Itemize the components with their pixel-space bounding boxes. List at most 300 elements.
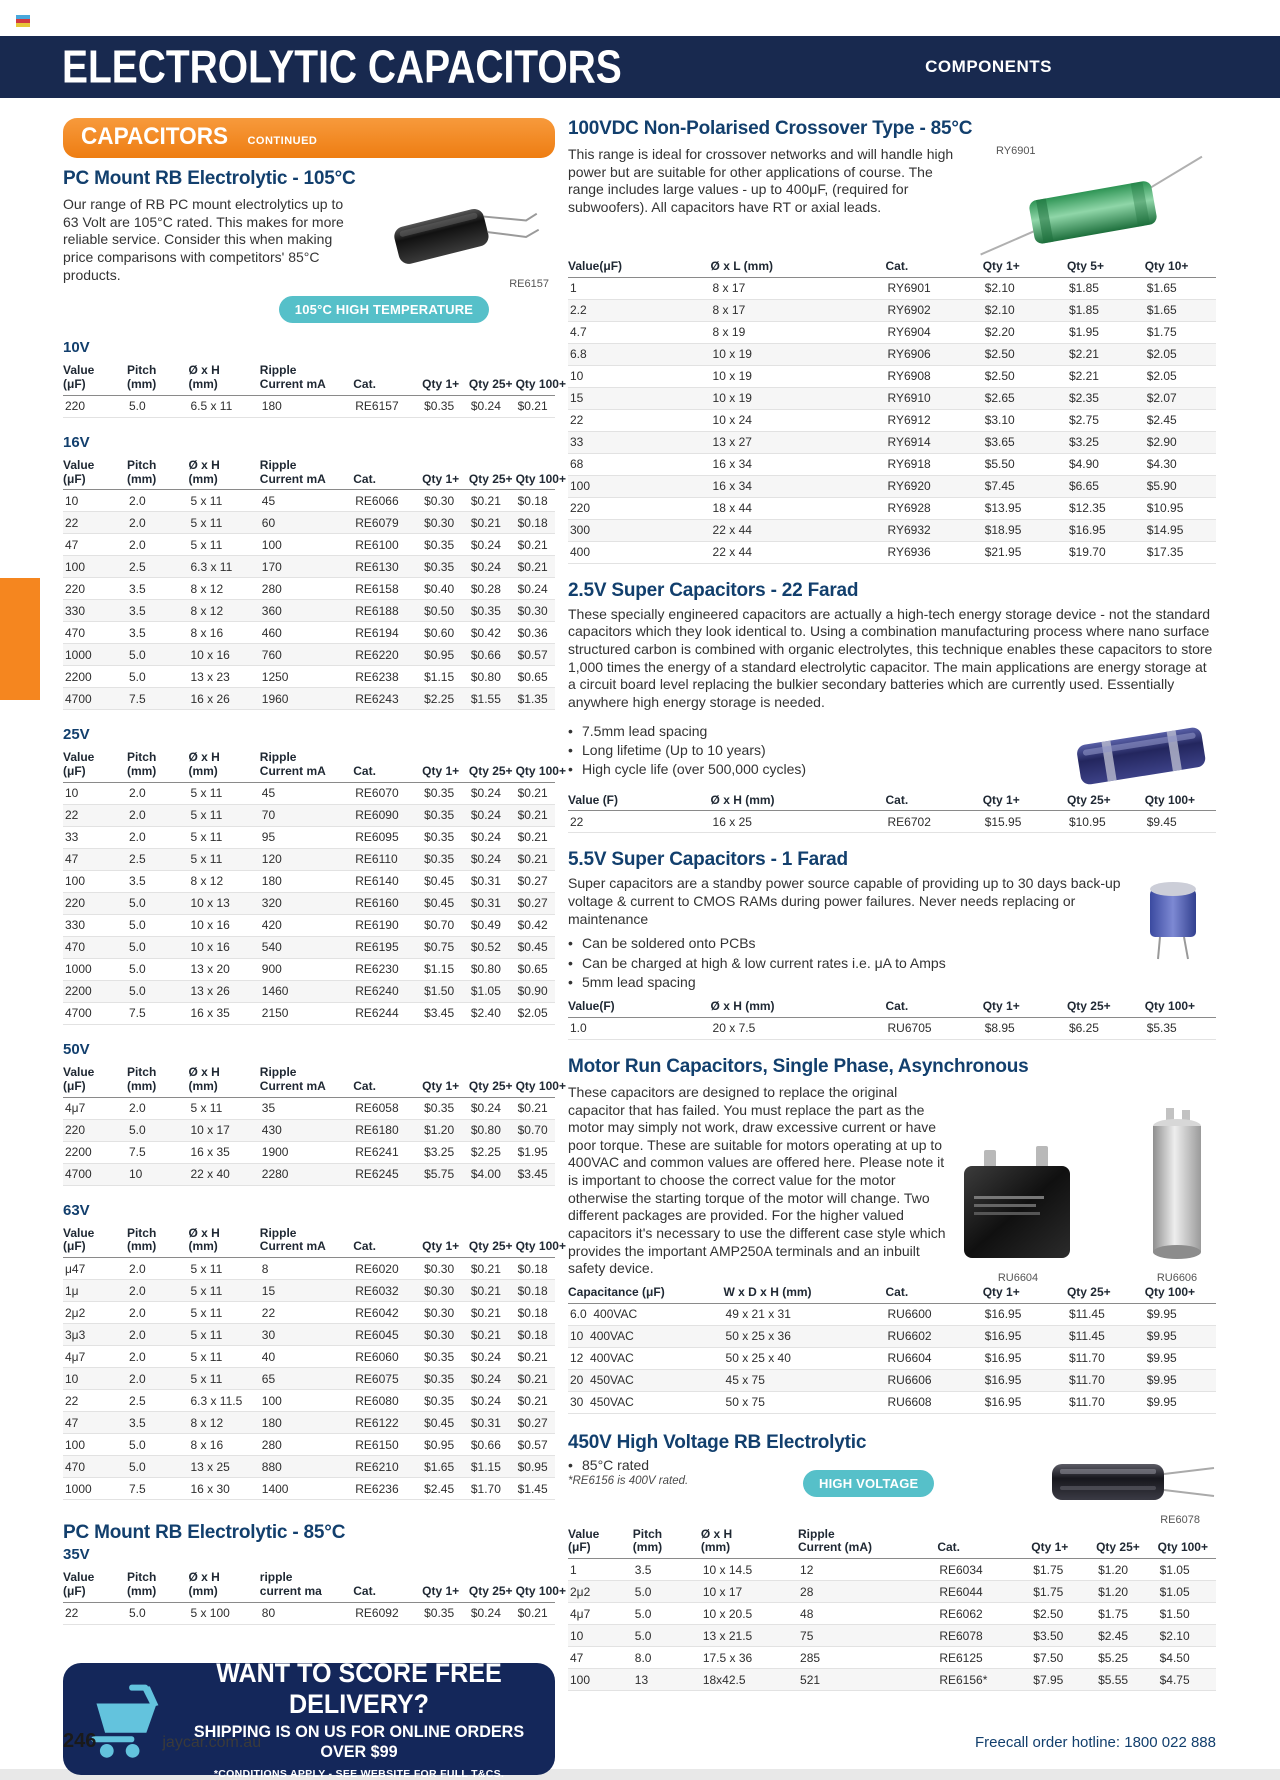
table-cell: 7.5 xyxy=(127,1141,189,1163)
table-cell: 33 xyxy=(568,431,711,453)
table-cell: 22 xyxy=(568,811,711,833)
column-header: Cat. xyxy=(353,1064,422,1097)
table-cell: 100 xyxy=(568,475,711,497)
table-cell: RE6244 xyxy=(353,1002,422,1024)
delivery-line1: WANT TO SCORE FREE DELIVERY? xyxy=(216,1657,502,1719)
print-registration-mark xyxy=(16,15,30,27)
table-row xyxy=(63,1412,555,1434)
table-cell: $16.95 xyxy=(983,1369,1067,1391)
table-cell: 3.5 xyxy=(127,578,189,600)
table-cell: 1000 xyxy=(63,958,127,980)
table-row xyxy=(63,826,555,848)
table-cell: 16 x 30 xyxy=(188,1478,259,1500)
column-header: Pitch (mm) xyxy=(127,362,189,395)
table-cell: $1.95 xyxy=(1067,321,1145,343)
table-row xyxy=(568,1303,1216,1325)
table-cell: RE6100 xyxy=(353,534,422,556)
table-cell: RY6910 xyxy=(886,387,983,409)
table-cell: 15 xyxy=(260,1280,353,1302)
table-cell: $0.31 xyxy=(469,1412,516,1434)
table-cell: $0.65 xyxy=(516,958,555,980)
table-row xyxy=(568,519,1216,541)
table-cell: $14.95 xyxy=(1145,519,1216,541)
supercap25-bullets xyxy=(568,722,1058,786)
table-cell: $11.70 xyxy=(1067,1369,1145,1391)
table-cell: 100 xyxy=(260,1390,353,1412)
table-cell: 50 x 25 x 40 xyxy=(724,1347,886,1369)
photo-caption: RY6901 xyxy=(996,145,1036,157)
table-cell: RE6078 xyxy=(937,1625,1031,1647)
table-cell: $0.50 xyxy=(422,600,469,622)
table-cell: 6.8 xyxy=(568,343,711,365)
table-cell: 100 xyxy=(260,534,353,556)
table-cell: 2150 xyxy=(260,1002,353,1024)
table-cell: RY6928 xyxy=(886,497,983,519)
column-header: Qty 25+ xyxy=(1067,1284,1145,1303)
table-row xyxy=(63,578,555,600)
table-cell: $1.70 xyxy=(469,1478,516,1500)
table-cell: $0.31 xyxy=(469,870,516,892)
table-cell: $0.18 xyxy=(516,490,555,512)
column-header: Qty 100+ xyxy=(1158,1526,1216,1559)
column-header: Qty 1+ xyxy=(983,258,1067,277)
table-cell: $16.95 xyxy=(983,1325,1067,1347)
table-row xyxy=(63,534,555,556)
column-header: Qty 100+ xyxy=(516,1569,555,1602)
table-cell: 2.0 xyxy=(127,1346,189,1368)
table-cell: 16 x 34 xyxy=(711,475,886,497)
table-cell: $2.21 xyxy=(1067,365,1145,387)
table-cell: $2.25 xyxy=(469,1141,516,1163)
column-header: Qty 25+ xyxy=(469,1064,516,1097)
table-cell: $1.50 xyxy=(422,980,469,1002)
table-row xyxy=(63,1456,555,1478)
column-header: Ø x H (mm) xyxy=(188,457,259,490)
pricing-table-50v xyxy=(63,1064,566,1186)
table-cell: 5 x 11 xyxy=(188,490,259,512)
table-cell: 47 xyxy=(63,534,127,556)
table-cell: 5.0 xyxy=(127,1434,189,1456)
pricing-table-25v xyxy=(63,749,566,1025)
table-cell: $0.24 xyxy=(469,395,516,417)
column-header: Cat. xyxy=(886,792,983,811)
table-cell: RE6156* xyxy=(937,1669,1031,1691)
table-cell: 420 xyxy=(260,914,353,936)
table-cell: 2.0 xyxy=(127,782,189,804)
column-header: Cat. xyxy=(353,457,422,490)
column-header: Qty 10+ xyxy=(1145,258,1216,277)
table-cell: 10 xyxy=(568,1625,633,1647)
table-cell: $0.35 xyxy=(422,1097,469,1119)
table-cell: RE6075 xyxy=(353,1368,422,1390)
column-header: Ø x H (mm) xyxy=(188,362,259,395)
table-cell: $7.95 xyxy=(1031,1669,1096,1691)
table-cell: $0.80 xyxy=(469,666,516,688)
table-cell: 7.5 xyxy=(127,1002,189,1024)
table-cell: RE6160 xyxy=(353,892,422,914)
table-cell: $0.90 xyxy=(516,980,555,1002)
crossover-body: This range is ideal for crossover networks and will handle high power but are suitable for other applications of course. The range includes large values - up to 400μF, (required for subwoofers). All capacitors have RT or axial leads. xyxy=(568,146,954,215)
table-cell: 10 x 19 xyxy=(711,343,886,365)
table-cell: 20 450VAC xyxy=(568,1369,724,1391)
table-cell: $0.35 xyxy=(422,826,469,848)
table-cell: $5.75 xyxy=(422,1163,469,1185)
bullet-item: • 5mm lead spacing xyxy=(568,973,1216,992)
table-cell: $0.80 xyxy=(469,1119,516,1141)
table-cell: $0.57 xyxy=(516,1434,555,1456)
table-cell: $2.50 xyxy=(983,365,1067,387)
table-cell: 2280 xyxy=(260,1163,353,1185)
table-cell: 10 x 16 xyxy=(188,936,259,958)
table-cell: $1.55 xyxy=(469,688,516,710)
table-cell: 2.0 xyxy=(127,1368,189,1390)
table-cell: RE6092 xyxy=(353,1602,422,1624)
table-cell: 3.5 xyxy=(127,600,189,622)
table-row xyxy=(63,1368,555,1390)
hv450-table xyxy=(568,1526,1216,1692)
table-cell: 180 xyxy=(260,870,353,892)
photo-caption: RE6078 xyxy=(1160,1513,1200,1526)
table-cell: 16 x 26 xyxy=(188,688,259,710)
table-cell: 2.5 xyxy=(127,1390,189,1412)
table-cell: $0.30 xyxy=(422,1324,469,1346)
table-cell: $1.50 xyxy=(1158,1603,1216,1625)
table-row xyxy=(63,666,555,688)
table-row xyxy=(63,958,555,980)
table-cell: $0.24 xyxy=(516,578,555,600)
table-cell: 22 xyxy=(63,804,127,826)
table-cell: 10 xyxy=(127,1163,189,1185)
table-cell: 6.0 400VAC xyxy=(568,1303,724,1325)
table-cell: 320 xyxy=(260,892,353,914)
page-title: ELECTROLYTIC CAPACITORS xyxy=(62,40,622,93)
table-cell: 4700 xyxy=(63,1163,127,1185)
table-cell: 2.0 xyxy=(127,1258,189,1280)
table-cell: $0.18 xyxy=(516,512,555,534)
table-cell: $0.70 xyxy=(516,1119,555,1141)
table-cell: 4700 xyxy=(63,1002,127,1024)
table-cell: $1.75 xyxy=(1031,1559,1096,1581)
table-cell: RE6238 xyxy=(353,666,422,688)
column-header: Qty 1+ xyxy=(983,1284,1067,1303)
photo-caption: RU6606 xyxy=(1156,1271,1198,1284)
table-cell: $5.55 xyxy=(1096,1669,1158,1691)
table-cell: 47 xyxy=(63,1412,127,1434)
table-cell: 285 xyxy=(798,1647,937,1669)
capacitor-photo-ry6901 xyxy=(974,157,1209,253)
pricing-table-63v xyxy=(63,1225,566,1501)
table-cell: RE6241 xyxy=(353,1141,422,1163)
table-cell: $0.66 xyxy=(469,644,516,666)
table-cell: 1250 xyxy=(260,666,353,688)
crossover-table xyxy=(568,258,1216,564)
table-cell: 22 x 44 xyxy=(711,541,886,563)
table-cell: $0.35 xyxy=(422,534,469,556)
table-row xyxy=(63,490,555,512)
table-cell: 22 xyxy=(63,1390,127,1412)
table-cell: $8.95 xyxy=(983,1017,1067,1039)
voltage-group-16v xyxy=(63,433,566,711)
table-cell: $0.30 xyxy=(422,490,469,512)
column-header: Capacitance (μF) xyxy=(568,1284,724,1303)
table-cell: 460 xyxy=(260,622,353,644)
table-cell: 5 x 11 xyxy=(188,1280,259,1302)
table-cell: 12 xyxy=(798,1559,937,1581)
table-cell: $2.65 xyxy=(983,387,1067,409)
table-cell: 4700 xyxy=(63,688,127,710)
delivery-text xyxy=(181,1658,537,1780)
table-row xyxy=(63,395,555,417)
table-cell: $0.21 xyxy=(469,490,516,512)
capacitors-continued-banner xyxy=(63,118,555,158)
table-cell: 13 x 25 xyxy=(188,1456,259,1478)
column-header: Cat. xyxy=(353,749,422,782)
table-cell: 280 xyxy=(260,1434,353,1456)
column-header: Cat. xyxy=(353,1569,422,1602)
table-cell: 8 x 12 xyxy=(188,600,259,622)
table-cell: $0.95 xyxy=(516,1456,555,1478)
table-cell: 8 x 12 xyxy=(188,578,259,600)
table-cell: $2.25 xyxy=(422,688,469,710)
table-cell: $2.50 xyxy=(983,343,1067,365)
table-row xyxy=(568,1347,1216,1369)
table-cell: $9.95 xyxy=(1145,1391,1216,1413)
table-cell: 2.2 xyxy=(568,299,711,321)
table-cell: $0.21 xyxy=(516,1602,555,1624)
column-header: Qty 1+ xyxy=(422,1064,469,1097)
table-cell: $10.95 xyxy=(1067,811,1145,833)
table-row xyxy=(63,1324,555,1346)
table-cell: $0.30 xyxy=(422,1280,469,1302)
table-row xyxy=(568,299,1216,321)
table-cell: 60 xyxy=(260,512,353,534)
table-cell: RE6070 xyxy=(353,782,422,804)
table-cell: 5.0 xyxy=(127,936,189,958)
table-cell: 4μ7 xyxy=(63,1097,127,1119)
table-cell: 1μ xyxy=(63,1280,127,1302)
pricing-table-10v xyxy=(63,362,566,418)
column-header: Ø x H (mm) xyxy=(188,749,259,782)
table-cell: 13 x 20 xyxy=(188,958,259,980)
table-cell: $0.21 xyxy=(516,556,555,578)
table-cell: RU6604 xyxy=(886,1347,983,1369)
table-row xyxy=(568,321,1216,343)
supercap25-features xyxy=(568,718,1216,792)
table-cell: RE6188 xyxy=(353,600,422,622)
capacitor-photo-ru6606 xyxy=(1138,1106,1216,1266)
table-row xyxy=(63,1434,555,1456)
table-cell: 65 xyxy=(260,1368,353,1390)
table-cell: $4.50 xyxy=(1158,1647,1216,1669)
table-cell: 3.5 xyxy=(127,1412,189,1434)
table-row xyxy=(63,644,555,666)
column-header: Qty 25+ xyxy=(469,362,516,395)
table-cell: $9.95 xyxy=(1145,1347,1216,1369)
table-row xyxy=(63,782,555,804)
motor-intro xyxy=(568,1082,1216,1284)
table-cell: 17.5 x 36 xyxy=(701,1647,798,1669)
table-cell: 3.5 xyxy=(127,870,189,892)
table-cell: $7.50 xyxy=(1031,1647,1096,1669)
table-cell: $1.75 xyxy=(1096,1603,1158,1625)
high-temperature-badge: 105°C HIGH TEMPERATURE xyxy=(279,296,489,323)
table-cell: $0.66 xyxy=(469,1434,516,1456)
table-cell: 330 xyxy=(63,600,127,622)
table-cell: $2.05 xyxy=(1145,365,1216,387)
table-cell: 5.0 xyxy=(633,1603,701,1625)
table-cell: $11.45 xyxy=(1067,1325,1145,1347)
table-cell: 2.0 xyxy=(127,826,189,848)
table-cell: 5 x 11 xyxy=(188,1302,259,1324)
table-row xyxy=(568,541,1216,563)
table-cell: RE6090 xyxy=(353,804,422,826)
capacitor-photo-ru6604 xyxy=(954,1144,1082,1266)
table-cell: 5 x 11 xyxy=(188,1097,259,1119)
order-hotline: Freecall order hotline: 1800 022 888 xyxy=(975,1734,1216,1751)
table-cell: $0.21 xyxy=(516,395,555,417)
table-cell: RE6066 xyxy=(353,490,422,512)
column-header: Ø x H (mm) xyxy=(701,1526,798,1559)
table-cell: $0.42 xyxy=(469,622,516,644)
column-header: Ripple Current (mA) xyxy=(798,1526,937,1559)
table-row xyxy=(568,409,1216,431)
table-cell: $16.95 xyxy=(983,1303,1067,1325)
page-header xyxy=(0,36,1280,98)
table-cell: RY6902 xyxy=(886,299,983,321)
table-cell: $18.95 xyxy=(983,519,1067,541)
delivery-conditions: *CONDITIONS APPLY - SEE WEBSITE FOR FULL T&CS. xyxy=(213,1767,505,1780)
table-cell: 100 xyxy=(63,870,127,892)
table-cell: RE6080 xyxy=(353,1390,422,1412)
table-cell: $9.95 xyxy=(1145,1369,1216,1391)
table-cell: 5 x 11 xyxy=(188,782,259,804)
motor-photo-unit-2 xyxy=(1138,1106,1216,1284)
table-cell: $0.57 xyxy=(516,644,555,666)
column-header: Value (μF) xyxy=(63,457,127,490)
table-row xyxy=(568,1603,1216,1625)
table-cell: $0.21 xyxy=(469,1324,516,1346)
table-cell: 45 xyxy=(260,490,353,512)
table-cell: $1.65 xyxy=(1145,277,1216,299)
table-row xyxy=(568,1581,1216,1603)
table-cell: RE6060 xyxy=(353,1346,422,1368)
table-cell: $0.28 xyxy=(469,578,516,600)
table-cell: $0.35 xyxy=(422,1602,469,1624)
table-cell: 1 xyxy=(568,277,711,299)
table-row xyxy=(63,1302,555,1324)
column-header: Ripple Current mA xyxy=(260,749,353,782)
table-cell: 13 xyxy=(633,1669,701,1691)
motor-photo-block xyxy=(954,1082,1216,1284)
table-cell: 2.0 xyxy=(127,512,189,534)
table-row xyxy=(568,1369,1216,1391)
table-cell: 5.0 xyxy=(127,1456,189,1478)
table-cell: RU6705 xyxy=(886,1017,983,1039)
table-row xyxy=(63,512,555,534)
table-cell: 13 x 26 xyxy=(188,980,259,1002)
table-row xyxy=(63,1390,555,1412)
table-cell: $2.05 xyxy=(516,1002,555,1024)
table-cell: $0.27 xyxy=(516,892,555,914)
table-cell: RE6230 xyxy=(353,958,422,980)
table-row xyxy=(63,1602,555,1624)
table-cell: $0.21 xyxy=(469,1280,516,1302)
table-cell: 430 xyxy=(260,1119,353,1141)
column-header: Ø x H (mm) xyxy=(711,998,886,1017)
table-row xyxy=(63,600,555,622)
table-cell: 2.0 xyxy=(127,490,189,512)
table-cell: 10 400VAC xyxy=(568,1325,724,1347)
table-cell: 10 x 14.5 xyxy=(701,1559,798,1581)
hv450-info-row xyxy=(568,1456,1216,1526)
table-cell: $9.95 xyxy=(1145,1325,1216,1347)
column-header: Qty 100+ xyxy=(516,457,555,490)
hv450-photo-block xyxy=(944,1456,1216,1526)
table-cell: $0.24 xyxy=(469,1346,516,1368)
table-cell: RE6058 xyxy=(353,1097,422,1119)
table-cell: 1400 xyxy=(260,1478,353,1500)
table-cell: $1.85 xyxy=(1067,277,1145,299)
table-cell: 2.5 xyxy=(127,848,189,870)
table-cell: $2.10 xyxy=(983,299,1067,321)
table-cell: $0.27 xyxy=(516,1412,555,1434)
table-cell: 2.5 xyxy=(127,556,189,578)
column-header: Qty 100+ xyxy=(1145,792,1216,811)
table-cell: 7.5 xyxy=(127,1478,189,1500)
pc105-heading: PC Mount RB Electrolytic - 105°C xyxy=(63,168,356,189)
table-cell: $2.90 xyxy=(1145,431,1216,453)
voltage-label: 25V xyxy=(63,726,90,744)
column-header: Qty 1+ xyxy=(422,1225,469,1258)
column-header: Qty 25+ xyxy=(1067,998,1145,1017)
table-cell: 220 xyxy=(63,395,127,417)
table-cell: 5.0 xyxy=(127,1602,189,1624)
column-header: Pitch (mm) xyxy=(127,749,189,782)
table-cell: $1.05 xyxy=(1158,1581,1216,1603)
table-cell: 2.0 xyxy=(127,1302,189,1324)
table-cell: $1.15 xyxy=(422,958,469,980)
table-cell: RU6602 xyxy=(886,1325,983,1347)
table-cell: $1.75 xyxy=(1145,321,1216,343)
table-cell: $0.35 xyxy=(422,1346,469,1368)
table-cell: $16.95 xyxy=(983,1391,1067,1413)
table-cell: 10 x 13 xyxy=(188,892,259,914)
table-cell: $1.20 xyxy=(1096,1581,1158,1603)
table-cell: $3.45 xyxy=(516,1163,555,1185)
table-cell: $1.35 xyxy=(516,688,555,710)
table-cell: 220 xyxy=(63,1119,127,1141)
left-column xyxy=(63,118,566,1780)
table-cell: $0.21 xyxy=(469,1302,516,1324)
table-cell: 35 xyxy=(260,1097,353,1119)
table-cell: $17.35 xyxy=(1145,541,1216,563)
table-cell: 2μ2 xyxy=(568,1581,633,1603)
table-cell: 3μ3 xyxy=(63,1324,127,1346)
column-header: Ripple Current mA xyxy=(260,1225,353,1258)
column-header: Qty 100+ xyxy=(1145,998,1216,1017)
table-cell: RY6936 xyxy=(886,541,983,563)
table-cell: 5 x 11 xyxy=(188,1324,259,1346)
table-cell: $2.40 xyxy=(469,1002,516,1024)
table-cell: $0.24 xyxy=(469,556,516,578)
table-cell: $0.30 xyxy=(422,1258,469,1280)
table-cell: 70 xyxy=(260,804,353,826)
table-cell: 8 x 17 xyxy=(711,299,886,321)
column-header: Pitch (mm) xyxy=(127,457,189,490)
table-cell: 2.0 xyxy=(127,1097,189,1119)
column-header: Qty 100+ xyxy=(516,1064,555,1097)
table-cell: 5 x 11 xyxy=(188,1368,259,1390)
